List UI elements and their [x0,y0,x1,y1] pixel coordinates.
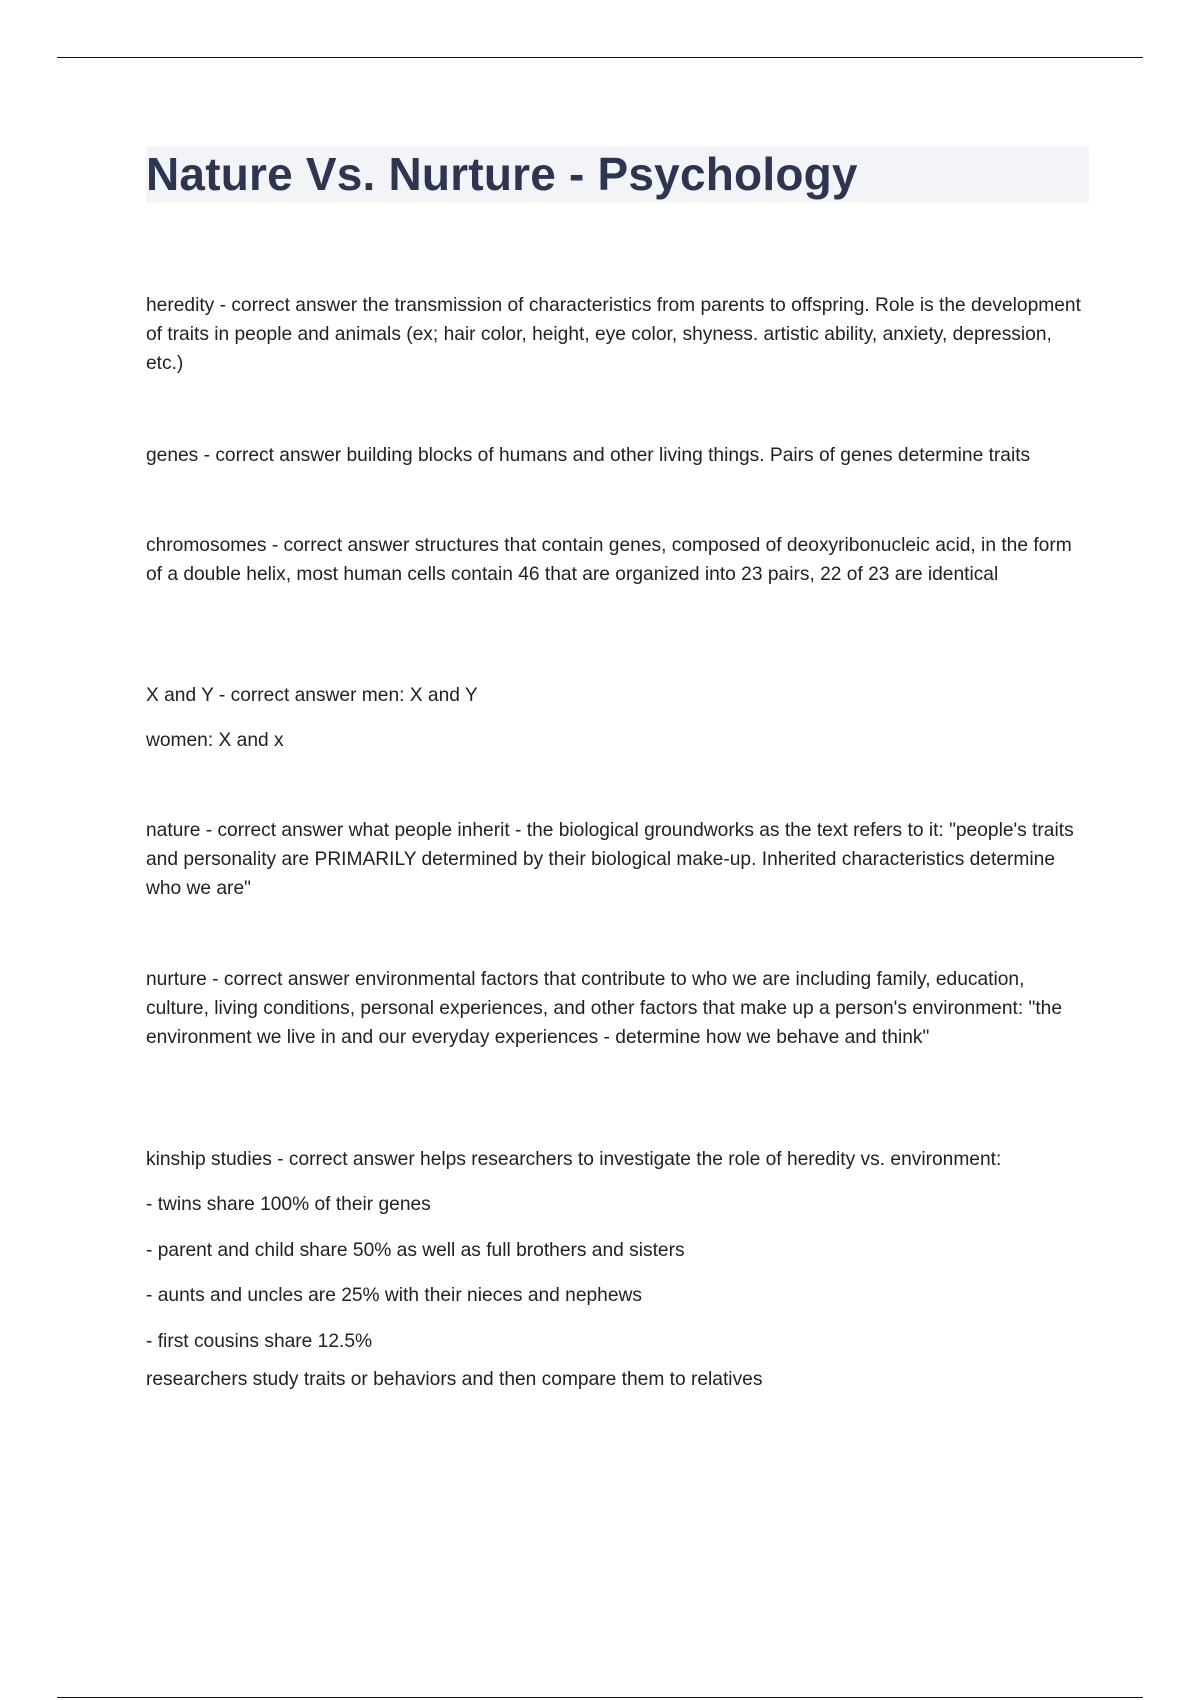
entry-text: genes - correct answer building blocks of humans and other living things. Pairs of genes determine traits [146,445,1031,466]
entry-kinship-studies [146,1145,1091,1394]
entry-heredity [146,291,1091,378]
entry-text: nature - correct answer what people inherit - the biological groundworks as the text refers to it: "people's traits and personality are PRIMARILY determined by their biological make-up. Inherited characteristics determine who we are" [146,820,1074,899]
entry-x-and-y [146,681,1091,755]
footer-rule [57,1697,1143,1698]
entry-text: nurture - correct answer environmental factors that contribute to who we are including family, education, culture, living conditions, personal experiences, and other factors that make up a person's environment: "the environment we live in and our everyday experiences - determine how we behave and think" [146,969,1062,1048]
entry-text: chromosomes - correct answer structures that contain genes, composed of deoxyribonucleic acid, in the form of a double helix, most human cells contain 46 that are organized into 23 pairs, 22 of 23 are identical [146,535,1072,585]
list-item: - aunts and uncles are 25% with their nieces and nephews [146,1285,642,1306]
entry-closing: researchers study traits or behaviors and then compare them to relatives [146,1369,763,1390]
list-item: - parent and child share 50% as well as full brothers and sisters [146,1240,685,1261]
list-item: - twins share 100% of their genes [146,1194,431,1215]
entry-genes [146,441,1091,470]
title-banner [146,146,1089,202]
entry-text: kinship studies - correct answer helps researchers to investigate the role of heredity vs. environment: [146,1149,1002,1170]
list-item: - first cousins share 12.5% [146,1331,373,1352]
entry-nurture [146,965,1091,1052]
entry-text: heredity - correct answer the transmission of characteristics from parents to offspring. Role is the development of traits in people and animals (ex; hair color, height, eye color, shyness. artistic ability, anxiety, depression, etc.) [146,295,1081,374]
entry-text: X and Y - correct answer men: X and Y [146,685,478,706]
entry-chromosomes [146,531,1091,589]
document-title: Nature Vs. Nurture - Psychology [146,148,858,200]
entry-nature [146,816,1091,903]
header-rule [57,57,1143,58]
entry-subline: women: X and x [146,730,284,751]
